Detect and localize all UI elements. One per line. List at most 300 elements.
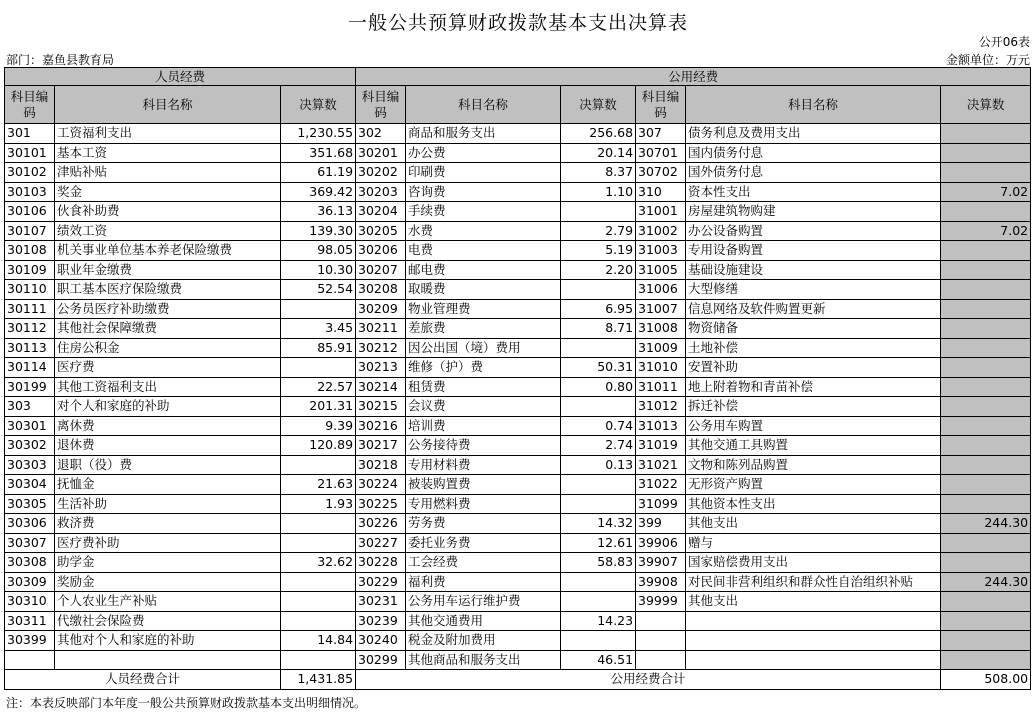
cell-amount: 21.63: [281, 475, 356, 495]
public-total-amount: 508.00: [941, 670, 1031, 690]
personnel-total-label: 人员经费合计: [5, 670, 281, 690]
cell-name: 信息网络及软件购置更新: [686, 299, 941, 319]
cell-name: 邮电费: [406, 260, 561, 280]
cell-name: 电费: [406, 241, 561, 261]
cell-name: 个人农业生产补贴: [55, 592, 281, 612]
table-row: [5, 572, 1031, 592]
cell-name: 公务员医疗补助缴费: [55, 299, 281, 319]
cell-code: 30304: [5, 475, 55, 495]
table-row: [5, 436, 1031, 456]
cell-name: 物业管理费: [406, 299, 561, 319]
cell-name: 房屋建筑物购建: [686, 202, 941, 222]
cell-amount: 10.30: [281, 260, 356, 280]
cell-name: 公务接待费: [406, 436, 561, 456]
cell-name: 福利费: [406, 572, 561, 592]
cell-code: 30240: [356, 631, 406, 651]
table-row: [5, 221, 1031, 241]
cell-code: 30309: [5, 572, 55, 592]
cell-code: 30199: [5, 377, 55, 397]
cell-code: 30212: [356, 338, 406, 358]
cell-name: 商品和服务支出: [406, 124, 561, 144]
cell-code: 31022: [636, 475, 686, 495]
cell-name: 其他对个人和家庭的补助: [55, 631, 281, 651]
cell-amount: [941, 299, 1031, 319]
cell-code: 30109: [5, 260, 55, 280]
cell-name: 对民间非营利组织和群众性自治组织补贴: [686, 572, 941, 592]
cell-amount: 351.68: [281, 143, 356, 163]
table-row: [5, 650, 1031, 670]
cell-code: 30207: [356, 260, 406, 280]
col-header-amount: 决算数: [281, 86, 356, 124]
cell-name: 无形资产购置: [686, 475, 941, 495]
table-row: [5, 124, 1031, 144]
cell-amount: 58.83: [561, 553, 636, 573]
cell-name: 退职（役）费: [55, 455, 281, 475]
cell-amount: [941, 533, 1031, 553]
cell-name: [686, 631, 941, 651]
cell-amount: [941, 377, 1031, 397]
cell-name: 差旅费: [406, 319, 561, 339]
cell-code: 30218: [356, 455, 406, 475]
cell-code: 30204: [356, 202, 406, 222]
cell-amount: [941, 455, 1031, 475]
cell-code: 30202: [356, 163, 406, 183]
cell-code: 30102: [5, 163, 55, 183]
cell-name: 工会经费: [406, 553, 561, 573]
col-header-name: 科目名称: [406, 86, 561, 124]
cell-code: 30224: [356, 475, 406, 495]
cell-code: 30113: [5, 338, 55, 358]
table-row: [5, 397, 1031, 417]
cell-name: 公务用车运行维护费: [406, 592, 561, 612]
cell-code: 30302: [5, 436, 55, 456]
col-header-code: 科目编码: [636, 86, 686, 124]
cell-code: 30299: [356, 650, 406, 670]
cell-name: 被装购置费: [406, 475, 561, 495]
col-header-name: 科目名称: [686, 86, 941, 124]
cell-amount: [561, 397, 636, 417]
cell-code: 307: [636, 124, 686, 144]
cell-name: 其他资本性支出: [686, 494, 941, 514]
table-row: [5, 553, 1031, 573]
cell-code: 30229: [356, 572, 406, 592]
cell-code: 30206: [356, 241, 406, 261]
cell-amount: 98.05: [281, 241, 356, 261]
cell-amount: 1.10: [561, 182, 636, 202]
cell-code: 31011: [636, 377, 686, 397]
table-row: [5, 416, 1031, 436]
cell-name: 专用设备购置: [686, 241, 941, 261]
cell-name: 印刷费: [406, 163, 561, 183]
cell-amount: [561, 631, 636, 651]
cell-amount: [941, 650, 1031, 670]
table-row: [5, 319, 1031, 339]
totals-row: [5, 670, 1031, 690]
cell-code: 30103: [5, 182, 55, 202]
col-header-code: 科目编码: [356, 86, 406, 124]
cell-amount: [561, 475, 636, 495]
cell-amount: 0.13: [561, 455, 636, 475]
cell-code: 30114: [5, 358, 55, 378]
cell-code: 39906: [636, 533, 686, 553]
cell-code: 303: [5, 397, 55, 417]
cell-name: 咨询费: [406, 182, 561, 202]
cell-amount: [941, 416, 1031, 436]
cell-amount: 9.39: [281, 416, 356, 436]
cell-code: 30217: [356, 436, 406, 456]
cell-amount: 32.62: [281, 553, 356, 573]
cell-amount: [281, 455, 356, 475]
report-title: 一般公共预算财政拨款基本支出决算表: [347, 12, 688, 34]
cell-code: 31002: [636, 221, 686, 241]
cell-name: 绩效工资: [55, 221, 281, 241]
cell-name: 国外债务付息: [686, 163, 941, 183]
cell-code: 30111: [5, 299, 55, 319]
table-row: [5, 514, 1031, 534]
personnel-group-header: 人员经费: [5, 68, 356, 86]
cell-code: 31008: [636, 319, 686, 339]
cell-name: 奖金: [55, 182, 281, 202]
cell-name: 津贴补贴: [55, 163, 281, 183]
cell-name: 住房公积金: [55, 338, 281, 358]
cell-amount: 5.19: [561, 241, 636, 261]
cell-amount: 3.45: [281, 319, 356, 339]
department-label: 部门：嘉鱼县教育局: [6, 53, 115, 67]
public-total-label: 公用经费合计: [356, 670, 941, 690]
column-header-row: [5, 86, 1031, 124]
cell-name: [55, 650, 281, 670]
cell-amount: [941, 358, 1031, 378]
cell-amount: [281, 592, 356, 612]
cell-name: 租赁费: [406, 377, 561, 397]
table-row: [5, 533, 1031, 553]
cell-amount: [941, 436, 1031, 456]
cell-code: 31019: [636, 436, 686, 456]
cell-code: [5, 650, 55, 670]
cell-name: 专用材料费: [406, 455, 561, 475]
cell-code: [636, 611, 686, 631]
table-row: [5, 455, 1031, 475]
cell-code: 30307: [5, 533, 55, 553]
cell-name: 劳务费: [406, 514, 561, 534]
table-row: [5, 299, 1031, 319]
cell-name: 其他社会保障缴费: [55, 319, 281, 339]
cell-amount: [281, 650, 356, 670]
cell-code: 30239: [356, 611, 406, 631]
cell-name: 抚恤金: [55, 475, 281, 495]
cell-code: [636, 631, 686, 651]
cell-code: 302: [356, 124, 406, 144]
cell-code: 30702: [636, 163, 686, 183]
cell-name: 基础设施建设: [686, 260, 941, 280]
cell-name: 维修（护）费: [406, 358, 561, 378]
cell-code: 30209: [356, 299, 406, 319]
cell-amount: 12.61: [561, 533, 636, 553]
col-header-name: 科目名称: [55, 86, 281, 124]
cell-amount: 50.31: [561, 358, 636, 378]
cell-code: 31003: [636, 241, 686, 261]
cell-name: 地上附着物和青苗补偿: [686, 377, 941, 397]
cell-name: 会议费: [406, 397, 561, 417]
cell-amount: 2.20: [561, 260, 636, 280]
cell-amount: 369.42: [281, 182, 356, 202]
cell-code: 310: [636, 182, 686, 202]
col-header-amount: 决算数: [561, 86, 636, 124]
cell-code: 31010: [636, 358, 686, 378]
cell-amount: [941, 494, 1031, 514]
cell-name: 国内债务付息: [686, 143, 941, 163]
cell-code: 31013: [636, 416, 686, 436]
cell-amount: [561, 592, 636, 612]
cell-code: 30231: [356, 592, 406, 612]
cell-amount: [941, 338, 1031, 358]
cell-code: 301: [5, 124, 55, 144]
cell-code: 30308: [5, 553, 55, 573]
cell-amount: 1,230.55: [281, 124, 356, 144]
cell-amount: [941, 202, 1031, 222]
cell-code: 31009: [636, 338, 686, 358]
cell-name: 退休费: [55, 436, 281, 456]
cell-amount: [941, 260, 1031, 280]
cell-amount: [561, 338, 636, 358]
cell-amount: 61.19: [281, 163, 356, 183]
cell-name: 对个人和家庭的补助: [55, 397, 281, 417]
cell-name: 其他工资福利支出: [55, 377, 281, 397]
cell-code: 30205: [356, 221, 406, 241]
cell-code: 39908: [636, 572, 686, 592]
cell-name: 基本工资: [55, 143, 281, 163]
cell-amount: [941, 163, 1031, 183]
cell-name: [686, 650, 941, 670]
cell-name: 生活补助: [55, 494, 281, 514]
personnel-total-amount: 1,431.85: [281, 670, 356, 690]
cell-name: 办公设备购置: [686, 221, 941, 241]
cell-code: 30701: [636, 143, 686, 163]
cell-amount: [281, 358, 356, 378]
cell-name: 税金及附加费用: [406, 631, 561, 651]
cell-code: 39999: [636, 592, 686, 612]
expenditure-table: [4, 67, 1031, 690]
table-row: [5, 280, 1031, 300]
cell-name: 委托业务费: [406, 533, 561, 553]
cell-code: 31006: [636, 280, 686, 300]
cell-amount: [941, 475, 1031, 495]
cell-amount: 85.91: [281, 338, 356, 358]
cell-code: 30101: [5, 143, 55, 163]
cell-name: 因公出国（境）费用: [406, 338, 561, 358]
cell-amount: [941, 631, 1031, 651]
table-row: [5, 163, 1031, 183]
cell-amount: 0.74: [561, 416, 636, 436]
table-row: [5, 475, 1031, 495]
cell-amount: 8.71: [561, 319, 636, 339]
cell-amount: 1.93: [281, 494, 356, 514]
cell-name: 公务用车购置: [686, 416, 941, 436]
cell-code: 30306: [5, 514, 55, 534]
cell-amount: [281, 572, 356, 592]
table-row: [5, 611, 1031, 631]
cell-code: 30301: [5, 416, 55, 436]
cell-code: 39907: [636, 553, 686, 573]
cell-code: 30201: [356, 143, 406, 163]
cell-name: 取暖费: [406, 280, 561, 300]
cell-name: 救济费: [55, 514, 281, 534]
cell-amount: [281, 299, 356, 319]
cell-name: 医疗费补助: [55, 533, 281, 553]
cell-amount: 201.31: [281, 397, 356, 417]
cell-name: 拆迁补偿: [686, 397, 941, 417]
cell-name: 离休费: [55, 416, 281, 436]
cell-code: 30305: [5, 494, 55, 514]
cell-amount: 244.30: [941, 572, 1031, 592]
cell-name: 赠与: [686, 533, 941, 553]
cell-name: 安置补助: [686, 358, 941, 378]
cell-name: 代缴社会保险费: [55, 611, 281, 631]
cell-name: 文物和陈列品购置: [686, 455, 941, 475]
cell-code: 30108: [5, 241, 55, 261]
group-header-row: [5, 68, 1031, 86]
cell-amount: 36.13: [281, 202, 356, 222]
cell-amount: [941, 124, 1031, 144]
cell-amount: 7.02: [941, 182, 1031, 202]
cell-code: 30110: [5, 280, 55, 300]
cell-code: 31007: [636, 299, 686, 319]
cell-code: 30226: [356, 514, 406, 534]
table-row: [5, 494, 1031, 514]
cell-code: 30112: [5, 319, 55, 339]
cell-amount: [281, 611, 356, 631]
cell-amount: [561, 280, 636, 300]
cell-amount: 22.57: [281, 377, 356, 397]
cell-amount: 7.02: [941, 221, 1031, 241]
table-code: 公开06表: [978, 35, 1030, 49]
cell-name: 机关事业单位基本养老保险缴费: [55, 241, 281, 261]
cell-amount: 14.32: [561, 514, 636, 534]
cell-name: 奖励金: [55, 572, 281, 592]
cell-amount: [941, 397, 1031, 417]
cell-amount: 6.95: [561, 299, 636, 319]
cell-code: 30227: [356, 533, 406, 553]
cell-code: 30213: [356, 358, 406, 378]
cell-name: 其他商品和服务支出: [406, 650, 561, 670]
cell-amount: 52.54: [281, 280, 356, 300]
cell-code: 30399: [5, 631, 55, 651]
cell-amount: [941, 553, 1031, 573]
cell-code: 30211: [356, 319, 406, 339]
cell-name: 伙食补助费: [55, 202, 281, 222]
table-row: [5, 260, 1031, 280]
cell-amount: 120.89: [281, 436, 356, 456]
cell-amount: [941, 592, 1031, 612]
cell-code: 31005: [636, 260, 686, 280]
table-row: [5, 182, 1031, 202]
cell-code: 30107: [5, 221, 55, 241]
cell-code: 30303: [5, 455, 55, 475]
cell-amount: [941, 280, 1031, 300]
cell-name: 职业年金缴费: [55, 260, 281, 280]
cell-amount: 256.68: [561, 124, 636, 144]
col-header-code: 科目编码: [5, 86, 55, 124]
cell-amount: 0.80: [561, 377, 636, 397]
cell-code: 30208: [356, 280, 406, 300]
amount-unit: 金额单位：万元: [945, 53, 1030, 67]
cell-name: 资本性支出: [686, 182, 941, 202]
table-row: [5, 377, 1031, 397]
cell-code: 30106: [5, 202, 55, 222]
cell-name: 水费: [406, 221, 561, 241]
cell-name: 办公费: [406, 143, 561, 163]
cell-name: 助学金: [55, 553, 281, 573]
cell-amount: [941, 241, 1031, 261]
cell-name: 债务利息及费用支出: [686, 124, 941, 144]
cell-amount: 20.14: [561, 143, 636, 163]
cell-code: 30225: [356, 494, 406, 514]
cell-code: 31012: [636, 397, 686, 417]
footnote: 注：本表反映部门本年度一般公共预算财政拨款基本支出明细情况。: [6, 696, 367, 710]
cell-code: 30214: [356, 377, 406, 397]
cell-name: 国家赔偿费用支出: [686, 553, 941, 573]
cell-name: 培训费: [406, 416, 561, 436]
cell-name: 职工基本医疗保险缴费: [55, 280, 281, 300]
cell-code: 30203: [356, 182, 406, 202]
cell-amount: [941, 611, 1031, 631]
table-row: [5, 241, 1031, 261]
table-row: [5, 631, 1031, 651]
cell-code: 31099: [636, 494, 686, 514]
cell-name: 其他支出: [686, 592, 941, 612]
col-header-amount: 决算数: [941, 86, 1031, 124]
cell-amount: 14.84: [281, 631, 356, 651]
cell-amount: 244.30: [941, 514, 1031, 534]
cell-code: 30228: [356, 553, 406, 573]
cell-amount: 139.30: [281, 221, 356, 241]
cell-code: 30216: [356, 416, 406, 436]
cell-name: 手续费: [406, 202, 561, 222]
cell-amount: 2.79: [561, 221, 636, 241]
cell-amount: 14.23: [561, 611, 636, 631]
table-row: [5, 592, 1031, 612]
cell-amount: 46.51: [561, 650, 636, 670]
cell-code: 399: [636, 514, 686, 534]
table-row: [5, 202, 1031, 222]
table-row: [5, 338, 1031, 358]
cell-name: 工资福利支出: [55, 124, 281, 144]
cell-name: 其他交通工具购置: [686, 436, 941, 456]
cell-name: [686, 611, 941, 631]
cell-name: 土地补偿: [686, 338, 941, 358]
cell-amount: [561, 494, 636, 514]
cell-name: 大型修缮: [686, 280, 941, 300]
cell-code: 30311: [5, 611, 55, 631]
public-group-header: 公用经费: [356, 68, 1031, 86]
cell-name: 其他支出: [686, 514, 941, 534]
cell-name: 医疗费: [55, 358, 281, 378]
cell-amount: [561, 202, 636, 222]
cell-code: 30215: [356, 397, 406, 417]
cell-amount: [941, 143, 1031, 163]
table-row: [5, 358, 1031, 378]
cell-name: 物资储备: [686, 319, 941, 339]
cell-name: 其他交通费用: [406, 611, 561, 631]
cell-code: 31001: [636, 202, 686, 222]
cell-amount: 8.37: [561, 163, 636, 183]
cell-amount: 2.74: [561, 436, 636, 456]
cell-code: [636, 650, 686, 670]
cell-amount: [281, 533, 356, 553]
cell-amount: [561, 572, 636, 592]
cell-amount: [281, 514, 356, 534]
cell-amount: [941, 319, 1031, 339]
